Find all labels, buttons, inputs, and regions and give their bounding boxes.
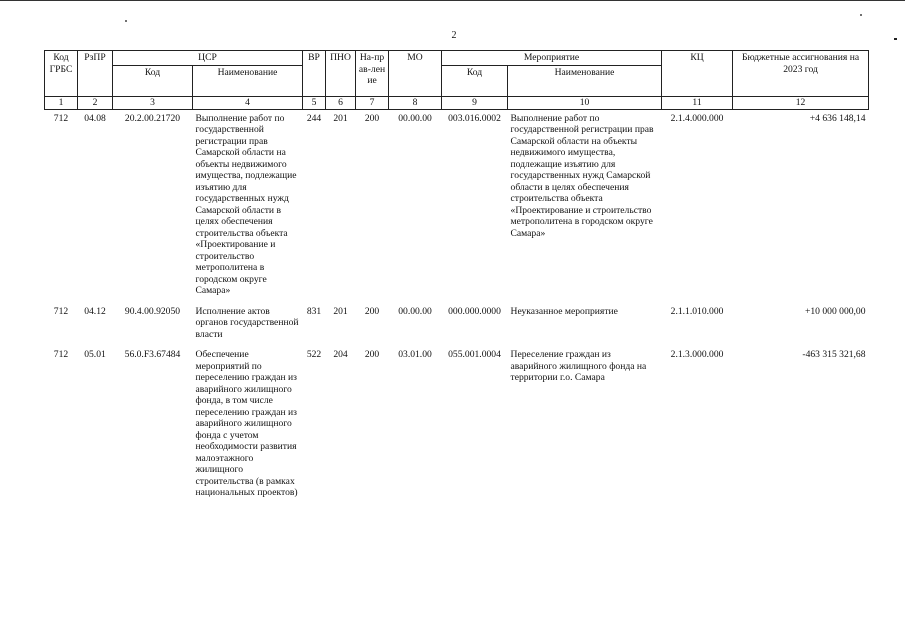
cell-vr: 244 [306, 112, 322, 124]
column-number: 5 [303, 96, 326, 109]
cell-mer-name: Неуказанное мероприятие [510, 305, 618, 317]
column-number: 6 [326, 96, 356, 109]
column-number: 2 [78, 96, 113, 109]
col-header-pno: ПНО [326, 51, 356, 97]
column-number: 10 [508, 96, 662, 109]
column-number: 3 [113, 96, 193, 109]
cell-vr: 522 [306, 349, 322, 360]
cell-grbs: 712 [53, 349, 69, 360]
cell-amount: +10 000 000,00 [804, 305, 866, 317]
cell-csr-code: 90.4.00.92050 [124, 305, 181, 317]
cell-csr-code: 56.0.F3.67484 [124, 349, 181, 360]
cell-pno: 204 [333, 349, 348, 360]
cell-grbs: 712 [53, 305, 69, 317]
col-header-csr: ЦСР [113, 51, 303, 66]
column-number: 8 [389, 96, 442, 109]
cell-pno: 201 [333, 305, 348, 317]
cell-mo: 03.01.00 [398, 349, 432, 360]
column-number: 7 [356, 96, 389, 109]
cell-mo: 00.00.00 [398, 112, 432, 124]
cell-mer-name: Выполнение работ по государственной регистрации прав Самарской области на объекты недвижимого имущества, подлежащие изъятию для государственных нужд Самарской области в целях обеспечения строительства объекта «Проектирование и строительство метрополитена в городском округе Самара» [510, 112, 654, 239]
cell-csr-name: Обеспечение мероприятий по переселению граждан из аварийного жилищного фонда, в том числе переселению граждан из аварийного жилищного фонда с учетом необходимости развития малоэтажного жилищного строительства (в рамках национальных проектов) [195, 349, 298, 498]
table-row [45, 109, 869, 303]
cell-mer-code: 055.001.0004 [448, 349, 501, 360]
scan-speck [125, 20, 127, 22]
cell-csr-code: 20.2.00.21720 [124, 112, 181, 124]
cell-vr: 831 [306, 305, 322, 317]
cell-kc: 2.1.4.000.000 [670, 112, 724, 124]
top-scan-border [0, 0, 905, 2]
col-header-meropriyatie: Мероприятие [442, 51, 662, 66]
column-number: 12 [733, 96, 869, 109]
col-header-grbs: Код ГРБС [45, 51, 78, 97]
cell-amount: +4 636 148,14 [809, 112, 866, 124]
column-number: 11 [662, 96, 733, 109]
cell-mo: 00.00.00 [398, 305, 432, 317]
cell-rzpr: 05.01 [84, 349, 106, 360]
cell-napravlenie: 200 [364, 349, 380, 360]
cell-napravlenie: 200 [364, 305, 380, 317]
table-row [45, 303, 869, 347]
cell-mer-name: Переселение граждан из аварийного жилищного фонда на территории г.о. Самара [510, 349, 647, 383]
col-header-mer-name: Наименование [508, 65, 662, 96]
page-number: 2 [451, 30, 457, 41]
column-number: 9 [442, 96, 508, 109]
column-number: 1 [45, 96, 78, 109]
cell-amount: -463 315 321,68 [802, 349, 866, 360]
cell-napravlenie: 200 [364, 112, 380, 124]
scan-speck [860, 14, 862, 16]
col-header-csr-name: Наименование [193, 65, 303, 96]
cell-grbs: 712 [53, 112, 69, 124]
budget-table [44, 50, 869, 505]
col-header-rzpr: РзПР [78, 51, 113, 97]
col-header-kc: КЦ [662, 51, 733, 97]
cell-mer-code: 003.016.0002 [448, 112, 501, 124]
header-row-1 [45, 51, 869, 66]
col-header-csr-code: Код [113, 65, 193, 96]
col-header-napravlenie: На-прав-ление [356, 51, 389, 97]
col-header-mer-code: Код [442, 65, 508, 96]
cell-pno: 201 [333, 112, 348, 124]
col-header-budget: Бюджетные ассигнования на 2023 год [733, 51, 869, 97]
cell-rzpr: 04.12 [84, 305, 106, 317]
cell-kc: 2.1.1.010.000 [670, 305, 724, 317]
cell-rzpr: 04.08 [84, 112, 106, 124]
column-number-row [45, 96, 869, 109]
col-header-mo: МО [389, 51, 442, 97]
col-header-vr: ВР [303, 51, 326, 97]
column-number: 4 [193, 96, 303, 109]
cell-mer-code: 000.000.0000 [448, 305, 501, 317]
scan-mark [894, 38, 897, 40]
cell-csr-name: Выполнение работ по государственной регистрации прав Самарской области на объекты недвижимого имущества, подлежащие изъятию для государственных нужд Самарской области в целях обеспечения строительства объекта «Проектирование и строительство метрополитена в городском округе Самара» [195, 112, 297, 296]
cell-kc: 2.1.3.000.000 [670, 349, 724, 360]
table-row [45, 346, 869, 505]
cell-csr-name: Исполнение актов органов государственной власти [195, 305, 299, 340]
